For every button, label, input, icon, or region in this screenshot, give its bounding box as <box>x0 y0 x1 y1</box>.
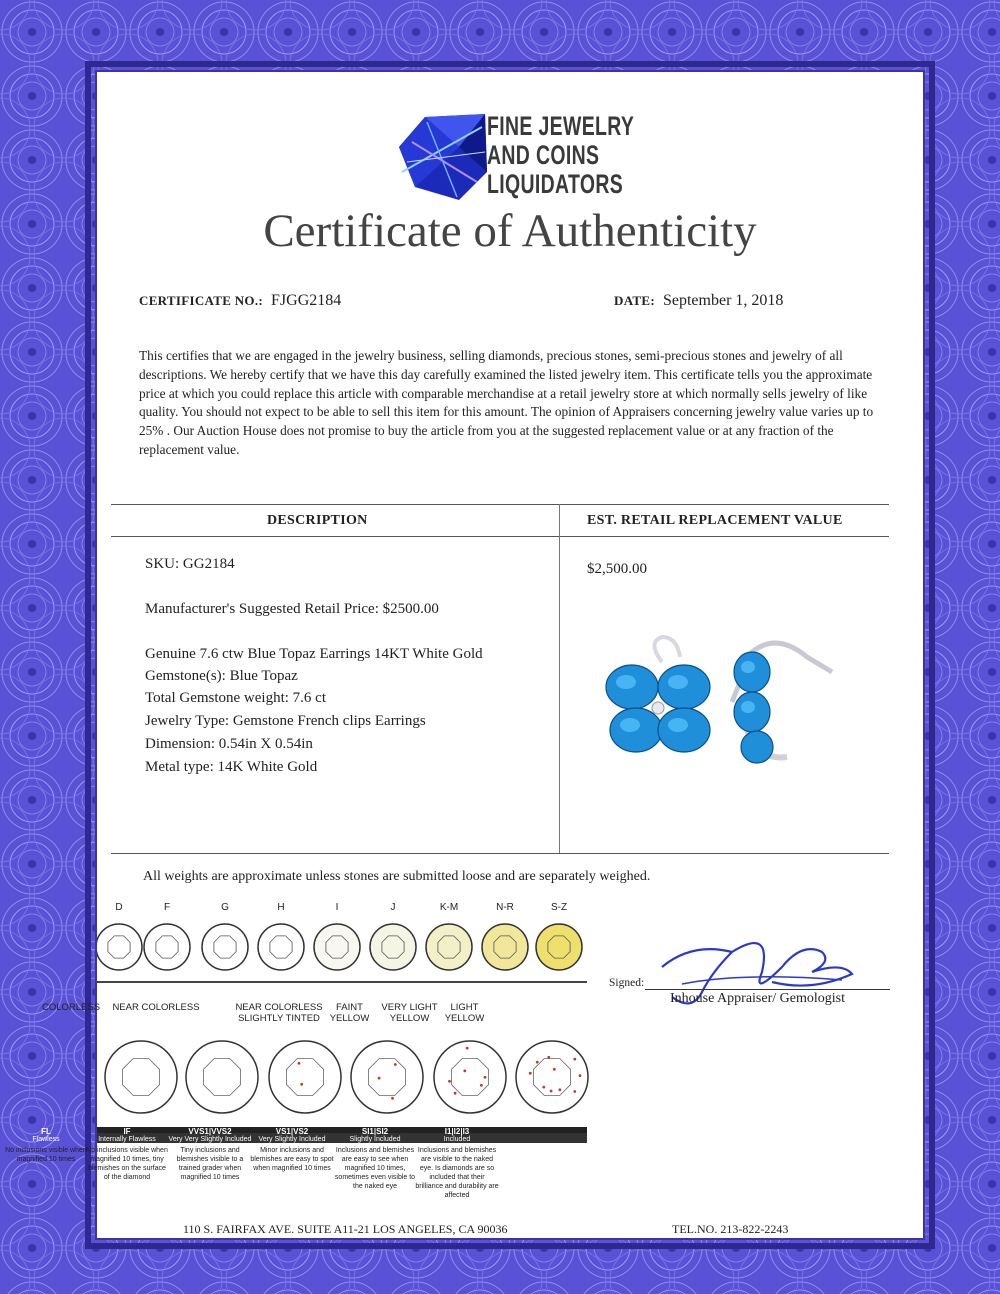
color-group-label: COLORLESS <box>41 1002 101 1013</box>
color-diamond-icon <box>426 924 472 970</box>
clarity-name: Internally Flawless <box>98 1136 156 1143</box>
retail-value: $2,500.00 <box>587 561 647 577</box>
weights-note: All weights are approximate unless stones are submitted loose and are separately weighed. <box>143 869 651 884</box>
color-grade-label: J <box>390 902 396 913</box>
color-grade-label: I <box>335 902 339 913</box>
color-group-label: NEAR COLORLESS <box>112 1002 200 1013</box>
earrings-image <box>602 632 842 772</box>
inclusion-mark <box>484 1076 487 1079</box>
inclusion-mark <box>466 1047 469 1050</box>
inclusion-mark <box>300 1083 303 1086</box>
inclusion-mark <box>394 1063 397 1066</box>
certificate-number: CERTIFICATE NO.: FJGG2184 <box>139 292 342 309</box>
color-diamond-icon <box>202 924 248 970</box>
color-diamond-icon <box>258 924 304 970</box>
certification-paragraph: This certifies that we are engaged in the jewelry business, selling diamonds, precious stones, semi-precious stones and jewelry of all descriptions. We hereby certify that we have this day carefully examined the listed jewelry item. This certificate tells you the approximate price at which you could replace this article with comparable merchandise at a retail jewelry store at which normally sells jewelry of like quality. You should not expect to be able to sell this item for this amount. The opinion of Appraisers concerning jewelry value varies up to 25% . Our Auction House does not promise to buy the article from you at the suggested replacement value or at any fraction of the replacement value. <box>139 348 874 457</box>
color-grade-label: D <box>115 902 123 913</box>
clarity-description: No inclusions visible when magnified 10 times <box>5 1147 87 1163</box>
clarity-grade: VS1|VS2 <box>275 1127 309 1136</box>
description-title: Genuine 7.6 ctw Blue Topaz Earrings 14KT White Gold <box>145 646 483 662</box>
color-group-label: NEAR COLORLESS SLIGHTLY TINTED <box>235 1002 323 1024</box>
signature-line <box>645 989 890 990</box>
clarity-name: Very Slightly Included <box>258 1136 326 1143</box>
inclusion-mark <box>298 1062 301 1065</box>
color-group-label: VERY LIGHT YELLOW <box>381 1002 438 1024</box>
inclusion-mark <box>573 1058 576 1061</box>
clarity-description: Tiny inclusions and blemishes visible to a trained grader when magnified 10 times <box>176 1147 244 1181</box>
column-header-value: EST. RETAIL REPLACEMENT VALUE <box>587 513 843 528</box>
clarity-grade: IF <box>123 1127 131 1136</box>
color-grade-label: S-Z <box>550 902 568 913</box>
table-divider <box>111 504 889 505</box>
clarity-description: Minor inclusions and blemishes are easy to spot when magnified 10 times <box>250 1147 334 1172</box>
inclusion-mark <box>547 1056 550 1059</box>
certificate-body <box>5 70 925 1240</box>
clarity-diamond-icon <box>351 1041 423 1113</box>
clarity-name: Included <box>443 1136 471 1143</box>
inclusion-mark <box>463 1070 466 1073</box>
clarity-grade: I1|I2|I3 <box>444 1127 470 1136</box>
clarity-diamond-icon <box>434 1041 506 1113</box>
logo-text: FINE JEWELRY AND COINS LIQUIDATORS <box>487 111 635 199</box>
table-divider <box>111 536 889 537</box>
clarity-name: Flawless <box>32 1136 60 1143</box>
color-diamond-icon <box>370 924 416 970</box>
clarity-description: Inclusions and blemishes are easy to see when magnified 10 times, sometimes even visible to the naked eye <box>334 1147 416 1190</box>
inclusion-mark <box>573 1090 576 1093</box>
description-msrp: Manufacturer's Suggested Retail Price: $2500.00 <box>145 601 439 617</box>
color-diamond-icon <box>97 924 142 970</box>
clarity-grade: VVS1|VVS2 <box>188 1127 232 1136</box>
description-type: Jewelry Type: Gemstone French clips Earrings <box>145 713 426 729</box>
inclusion-mark <box>579 1074 582 1077</box>
inclusion-mark <box>378 1077 381 1080</box>
color-grade-label: F <box>163 902 171 913</box>
description-metal: Metal type: 14K White Gold <box>145 759 318 775</box>
color-diamond-icon <box>536 924 582 970</box>
clarity-description: No inclusions visible when magnified 10 times, tiny blemishes on the surface of the diamond <box>86 1147 168 1181</box>
inclusion-mark <box>448 1080 451 1083</box>
footer-telephone: TEL.NO. 213-822-2243 <box>672 1222 789 1236</box>
color-diamond-icon <box>144 924 190 970</box>
inclusion-mark <box>536 1061 539 1064</box>
footer-address: 110 S. FAIRFAX AVE. SUITE A11-21 LOS ANGELES, CA 90036 <box>183 1222 508 1236</box>
color-group-label: LIGHT YELLOW <box>444 1002 485 1024</box>
inclusion-mark <box>391 1097 394 1100</box>
color-grade-label: H <box>277 902 285 913</box>
inclusion-mark <box>553 1068 556 1071</box>
clarity-diamond-icon <box>186 1041 258 1113</box>
appraiser-title: Inhouse Appraiser/ Gemologist <box>670 991 845 1006</box>
clarity-grade: FL <box>41 1127 51 1136</box>
column-header-description: DESCRIPTION <box>267 513 368 528</box>
table-divider <box>111 853 889 854</box>
clarity-grade: SI1|SI2 <box>361 1127 389 1136</box>
color-grade-label: N-R <box>496 902 514 913</box>
clarity-diamond-icon <box>516 1041 588 1113</box>
page-title: Certificate of Authenticity <box>263 205 757 257</box>
description-weight: Total Gemstone weight: 7.6 ct <box>145 690 326 706</box>
table-column-divider <box>559 504 560 854</box>
color-grade-label: G <box>221 902 229 913</box>
description-gemstone: Gemstone(s): Blue Topaz <box>145 668 298 684</box>
inclusion-mark <box>454 1092 457 1095</box>
inclusion-mark <box>529 1072 532 1075</box>
color-diamond-icon <box>314 924 360 970</box>
inclusion-mark <box>550 1090 553 1093</box>
description-dimension: Dimension: 0.54in X 0.54in <box>145 736 313 752</box>
description-sku: SKU: GG2184 <box>145 556 235 572</box>
inclusion-mark <box>542 1086 545 1089</box>
clarity-name: Very Very Slightly Included <box>168 1136 252 1143</box>
clarity-diamond-icon <box>269 1041 341 1113</box>
clarity-name: Slightly Included <box>349 1136 401 1143</box>
color-diamond-icon <box>482 924 528 970</box>
clarity-description: Inclusions and blemishes are visible to the naked eye. Is diamonds are so included that their brilliance and durability are affected <box>415 1147 499 1199</box>
inclusion-mark <box>559 1088 562 1091</box>
inclusion-mark <box>480 1084 483 1087</box>
clarity-diamond-icon <box>105 1041 177 1113</box>
color-group-label: FAINT YELLOW <box>329 1002 370 1024</box>
signed-label: Signed: <box>609 977 645 989</box>
certificate-date: DATE: September 1, 2018 <box>614 292 784 309</box>
color-grade-label: K-M <box>439 902 459 913</box>
